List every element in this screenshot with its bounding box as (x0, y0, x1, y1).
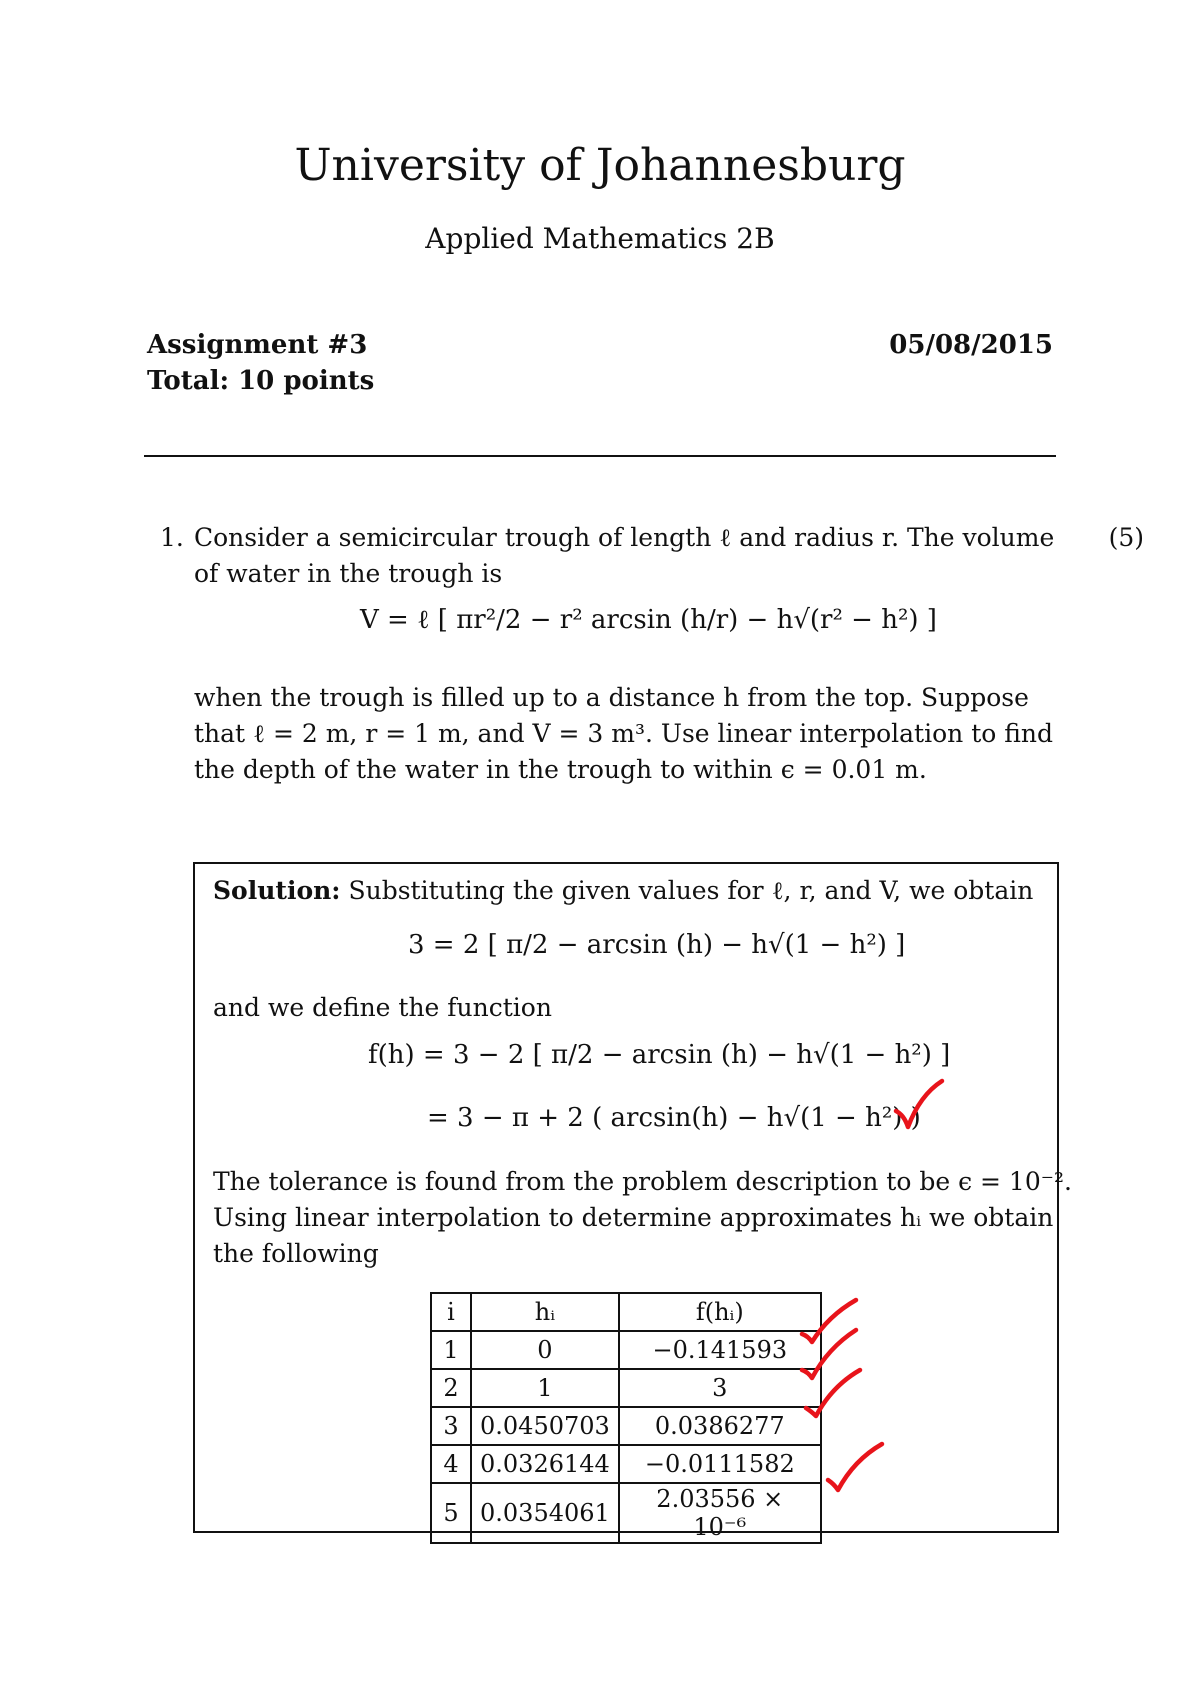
cell-f: −0.0111582 (619, 1445, 821, 1483)
table-header-row (431, 1293, 821, 1331)
table-row (431, 1445, 821, 1483)
cell-h: 0.0450703 (471, 1407, 619, 1445)
header-h: hᵢ (471, 1293, 619, 1331)
grading-checkmarks (798, 1290, 908, 1510)
header-f: f(hᵢ) (619, 1293, 821, 1331)
assignment-number: Assignment #3 (147, 330, 368, 360)
question-text-line-1: Consider a semicircular trough of length ℓ and radius r. The volume (194, 523, 1055, 552)
interpolation-text-line-1: Using linear interpolation to determine approximates hᵢ we obtain (213, 1203, 1054, 1232)
interpolation-table (430, 1292, 822, 1544)
substituted-equation: 3 = 2 [ π/2 − arcsin (h) − h√(1 − h²) ] (408, 930, 906, 960)
function-definition: f(h) = 3 − 2 [ π/2 − arcsin (h) − h√(1 − h²) ] (368, 1040, 951, 1070)
volume-formula: V = ℓ [ πr²/2 − r² arcsin (h/r) − h√(r² − h²) ] (360, 605, 937, 635)
question-text-line-4: that ℓ = 2 m, r = 1 m, and V = 3 m³. Use linear interpolation to find (194, 719, 1054, 748)
cell-i: 1 (431, 1331, 471, 1369)
table-row (431, 1369, 821, 1407)
tolerance-text: The tolerance is found from the problem description to be ϵ = 10⁻². (213, 1167, 1072, 1196)
question-points: (5) (1108, 523, 1144, 552)
table-row (431, 1331, 821, 1369)
solution-label: Solution: (213, 876, 341, 905)
solution-intro: Substituting the given values for ℓ, r, and V, we obtain (348, 876, 1034, 905)
define-function-text: and we define the function (213, 993, 552, 1022)
table-row (431, 1407, 821, 1445)
course-name: Applied Mathematics 2B (425, 222, 775, 255)
cell-h: 0.0326144 (471, 1445, 619, 1483)
cell-h: 0 (471, 1331, 619, 1369)
checkmark-icon (890, 1075, 950, 1135)
interpolation-text-line-2: the following (213, 1239, 379, 1268)
cell-h: 1 (471, 1369, 619, 1407)
cell-h: 0.0354061 (471, 1483, 619, 1543)
cell-i: 4 (431, 1445, 471, 1483)
question-text-line-3: when the trough is filled up to a distance h from the top. Suppose (194, 683, 1029, 712)
cell-f: 3 (619, 1369, 821, 1407)
cell-f: −0.141593 (619, 1331, 821, 1369)
header-divider (144, 455, 1056, 457)
checkmark-icon (828, 1444, 882, 1490)
cell-f: 0.0386277 (619, 1407, 821, 1445)
question-text-line-2: of water in the trough is (194, 559, 503, 588)
cell-i: 5 (431, 1483, 471, 1543)
cell-i: 3 (431, 1407, 471, 1445)
university-title: University of Johannesburg (294, 140, 906, 191)
question-text-line-5: the depth of the water in the trough to within ϵ = 0.01 m. (194, 755, 927, 784)
question-number: 1. (160, 523, 184, 552)
header-i: i (431, 1293, 471, 1331)
table-row (431, 1483, 821, 1543)
function-simplified: = 3 − π + 2 ( arcsin(h) − h√(1 − h²) ) (427, 1103, 921, 1133)
cell-i: 2 (431, 1369, 471, 1407)
total-points: Total: 10 points (147, 366, 375, 396)
assignment-date: 05/08/2015 (889, 330, 1053, 360)
cell-f: 2.03556 × 10⁻⁶ (619, 1483, 821, 1543)
